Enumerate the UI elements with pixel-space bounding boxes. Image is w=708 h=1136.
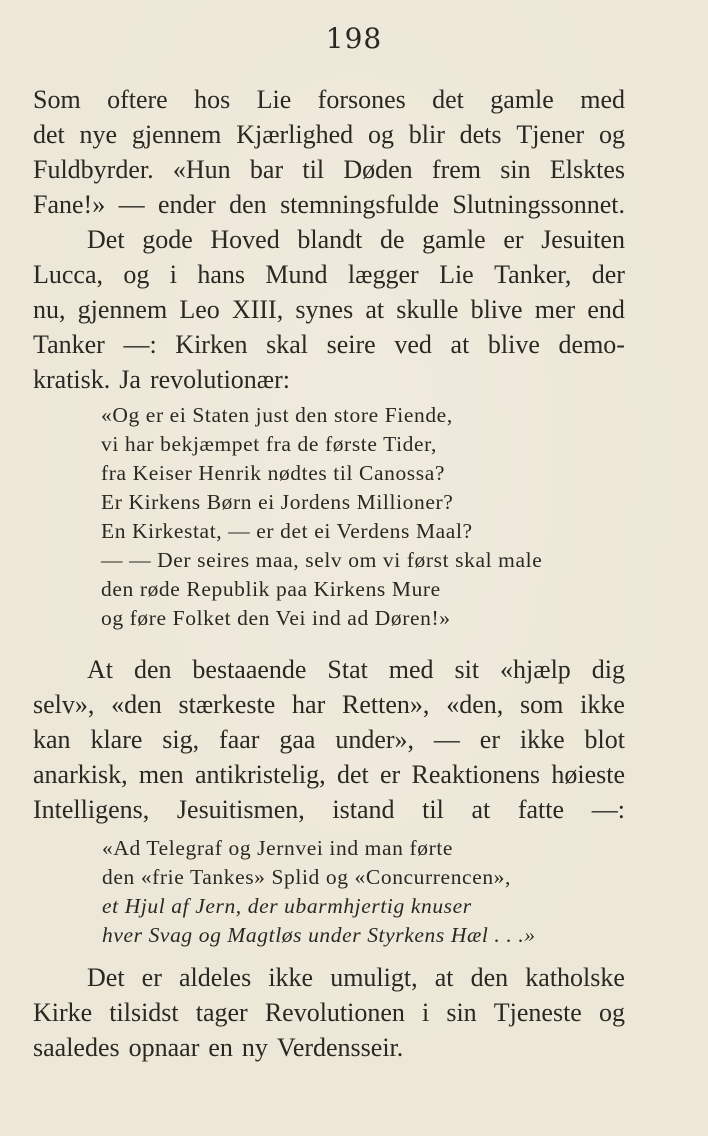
- word: XIII,: [231, 295, 284, 324]
- text-line: [33, 187, 625, 222]
- word: Hoved: [210, 225, 280, 254]
- word: høieste: [551, 760, 625, 789]
- word: «den,: [446, 690, 504, 719]
- word: tilsidst: [109, 998, 179, 1027]
- word: faar: [219, 725, 260, 754]
- word: Tjeneste: [493, 998, 582, 1027]
- word: gaa: [279, 725, 316, 754]
- word: blir: [408, 120, 445, 149]
- word: Kirken: [175, 330, 248, 359]
- word: Tanker: [33, 330, 105, 359]
- word: har: [292, 690, 326, 719]
- word: synes: [295, 295, 354, 324]
- word: sit: [454, 655, 480, 684]
- word: er: [479, 725, 500, 754]
- word: revolutionær:: [149, 365, 291, 394]
- paragraph-lie-reconciliation: [33, 82, 625, 222]
- verse-quote-lucca: [101, 401, 621, 633]
- word: Revolutionen: [264, 998, 405, 1027]
- word: Verdensseir.: [276, 1033, 404, 1062]
- word: i: [422, 998, 430, 1027]
- verse-line: den røde Republik paa Kirkens Mure: [101, 577, 441, 601]
- word: gjennem: [77, 295, 168, 324]
- word: saaledes: [33, 1033, 120, 1062]
- word: og: [367, 120, 394, 149]
- word: gjennem: [131, 120, 222, 149]
- word: Intelligens,: [33, 795, 150, 824]
- word: umuligt,: [330, 963, 418, 992]
- paragraph-catholic-church: [33, 960, 625, 1065]
- word: Retten»,: [342, 690, 430, 719]
- word: selv»,: [33, 690, 95, 719]
- word: i: [169, 260, 177, 289]
- word: som: [520, 690, 564, 719]
- word: Mund: [265, 260, 328, 289]
- verse-line: «Ad Telegraf og Jernvei ind man førte: [102, 836, 454, 860]
- word: —:: [591, 795, 625, 824]
- word: og: [598, 120, 625, 149]
- word: skulle: [396, 295, 459, 324]
- text-line: [33, 995, 625, 1030]
- verse-line: «Og er ei Staten just den store Fiende,: [101, 403, 453, 427]
- word: opnaar: [128, 1033, 200, 1062]
- word: dig: [591, 655, 625, 684]
- text-line: [33, 722, 625, 757]
- text-line: [33, 652, 625, 687]
- word: dets: [459, 120, 502, 149]
- text-line: [33, 117, 625, 152]
- word: der: [591, 260, 625, 289]
- word: det: [336, 760, 369, 789]
- word: en: [208, 1033, 233, 1062]
- word: demo-: [558, 330, 625, 359]
- word: Jesuiten: [541, 225, 625, 254]
- word: kratisk.: [33, 365, 111, 394]
- word: Som: [33, 85, 81, 114]
- word: Det: [87, 225, 125, 254]
- word: ved: [394, 330, 432, 359]
- word: Det: [87, 963, 125, 992]
- word: at: [434, 963, 454, 992]
- word: er: [380, 760, 401, 789]
- word: blive: [487, 330, 540, 359]
- word: Leo: [179, 295, 220, 324]
- word: og: [598, 998, 625, 1027]
- paragraph-state-critique: [33, 652, 625, 827]
- word: oftere: [107, 85, 168, 114]
- text-line: [33, 960, 625, 995]
- word: ny: [241, 1033, 268, 1062]
- word: Døden: [343, 155, 413, 184]
- word: stærkeste: [178, 690, 276, 719]
- word: ikke: [580, 690, 625, 719]
- verse-line: den «frie Tankes» Splid og «Concurrencen»,: [102, 865, 512, 889]
- word: fatte: [517, 795, 565, 824]
- word: ikke: [519, 725, 565, 754]
- word: Lucca,: [33, 260, 104, 289]
- verse-line: hver Svag og Magtløs under Styrkens Hæl . . .»: [102, 923, 536, 947]
- verse-line: Er Kirkens Børn ei Jordens Millioner?: [101, 490, 454, 514]
- page-number: 198: [325, 22, 383, 55]
- word: Ja: [119, 365, 141, 394]
- word: sin: [446, 998, 477, 1027]
- word: sin: [500, 155, 531, 184]
- word: gamle: [490, 85, 554, 114]
- word: gamle: [422, 225, 486, 254]
- word: sig,: [162, 725, 200, 754]
- text-line: [33, 757, 625, 792]
- word: det: [432, 85, 464, 114]
- verse-line: vi har bekjæmpet fra de første Tider,: [101, 432, 438, 456]
- word: frem: [431, 155, 482, 184]
- word: mer: [534, 295, 576, 324]
- word: Fuldbyrder.: [33, 155, 154, 184]
- word: er: [503, 225, 524, 254]
- word: Kjærlighed: [236, 120, 354, 149]
- word: skal: [266, 330, 309, 359]
- word: er: [141, 963, 162, 992]
- word: hans: [197, 260, 246, 289]
- word: hos: [194, 85, 231, 114]
- word: bestaaende: [192, 655, 307, 684]
- verse-line: fra Keiser Henrik nødtes til Canossa?: [101, 461, 446, 485]
- word: blot: [584, 725, 625, 754]
- text-line: [33, 687, 625, 722]
- word: Tanker,: [494, 260, 572, 289]
- word: til: [302, 155, 325, 184]
- word: de: [379, 225, 405, 254]
- word: den: [229, 190, 267, 219]
- word: men: [138, 760, 184, 789]
- word: klare: [90, 725, 143, 754]
- word: med: [580, 85, 625, 114]
- word: det: [33, 120, 65, 149]
- word: tager: [195, 998, 248, 1027]
- paragraph-jesuit-lucca: [33, 222, 625, 397]
- text-line: [33, 292, 625, 327]
- word: til: [422, 795, 444, 824]
- word: stemningsfulde: [280, 190, 439, 219]
- word: At: [87, 655, 113, 684]
- word: den: [133, 655, 172, 684]
- text-line: [33, 327, 625, 362]
- word: at: [450, 330, 470, 359]
- word: «hjælp: [500, 655, 571, 684]
- word: ender: [157, 190, 216, 219]
- word: aldeles: [179, 963, 252, 992]
- word: Jesuitismen,: [176, 795, 305, 824]
- word: Fane!»: [33, 190, 106, 219]
- word: ikke: [268, 963, 314, 992]
- word: —: [118, 190, 145, 219]
- word: blandt: [297, 225, 363, 254]
- word: Reaktionens: [411, 760, 541, 789]
- word: Tjener: [516, 120, 585, 149]
- word: end: [587, 295, 625, 324]
- word: istand: [332, 795, 395, 824]
- text-line: [33, 792, 625, 827]
- text-line: [33, 222, 625, 257]
- word: nye: [79, 120, 118, 149]
- word: at: [471, 795, 491, 824]
- word: gode: [142, 225, 193, 254]
- word: «den: [111, 690, 162, 719]
- word: Stat: [327, 655, 368, 684]
- verse-quote-telegraph: [102, 834, 622, 950]
- word: nu,: [33, 295, 66, 324]
- word: med: [388, 655, 434, 684]
- word: forsones: [317, 85, 406, 114]
- verse-line: En Kirkestat, — er det ei Verdens Maal?: [101, 519, 473, 543]
- word: at: [365, 295, 385, 324]
- word: —:: [123, 330, 157, 359]
- text-line: [33, 362, 625, 397]
- word: den: [470, 963, 509, 992]
- word: anarkisk,: [33, 760, 128, 789]
- word: —: [433, 725, 460, 754]
- word: under»,: [335, 725, 415, 754]
- text-line: [33, 82, 625, 117]
- word: blive: [470, 295, 523, 324]
- word: lægger: [347, 260, 419, 289]
- word: bar: [249, 155, 284, 184]
- verse-line: — — Der seires maa, selv om vi først skal male: [101, 548, 543, 572]
- word: «Hun: [172, 155, 231, 184]
- text-line: [33, 257, 625, 292]
- word: Elsktes: [549, 155, 625, 184]
- word: Lie: [256, 85, 292, 114]
- word: kan: [33, 725, 71, 754]
- word: katholske: [525, 963, 625, 992]
- word: Kirke: [33, 998, 93, 1027]
- word: seire: [326, 330, 376, 359]
- text-line: [33, 152, 625, 187]
- verse-line: og føre Folket den Vei ind ad Døren!»: [101, 606, 451, 630]
- word: og: [123, 260, 150, 289]
- word: Lie: [439, 260, 474, 289]
- text-line: [33, 1030, 625, 1065]
- word: Slutningssonnet.: [452, 190, 625, 219]
- verse-line: et Hjul af Jern, der ubarmhjertig knuser: [102, 894, 472, 918]
- word: antikristelig,: [194, 760, 326, 789]
